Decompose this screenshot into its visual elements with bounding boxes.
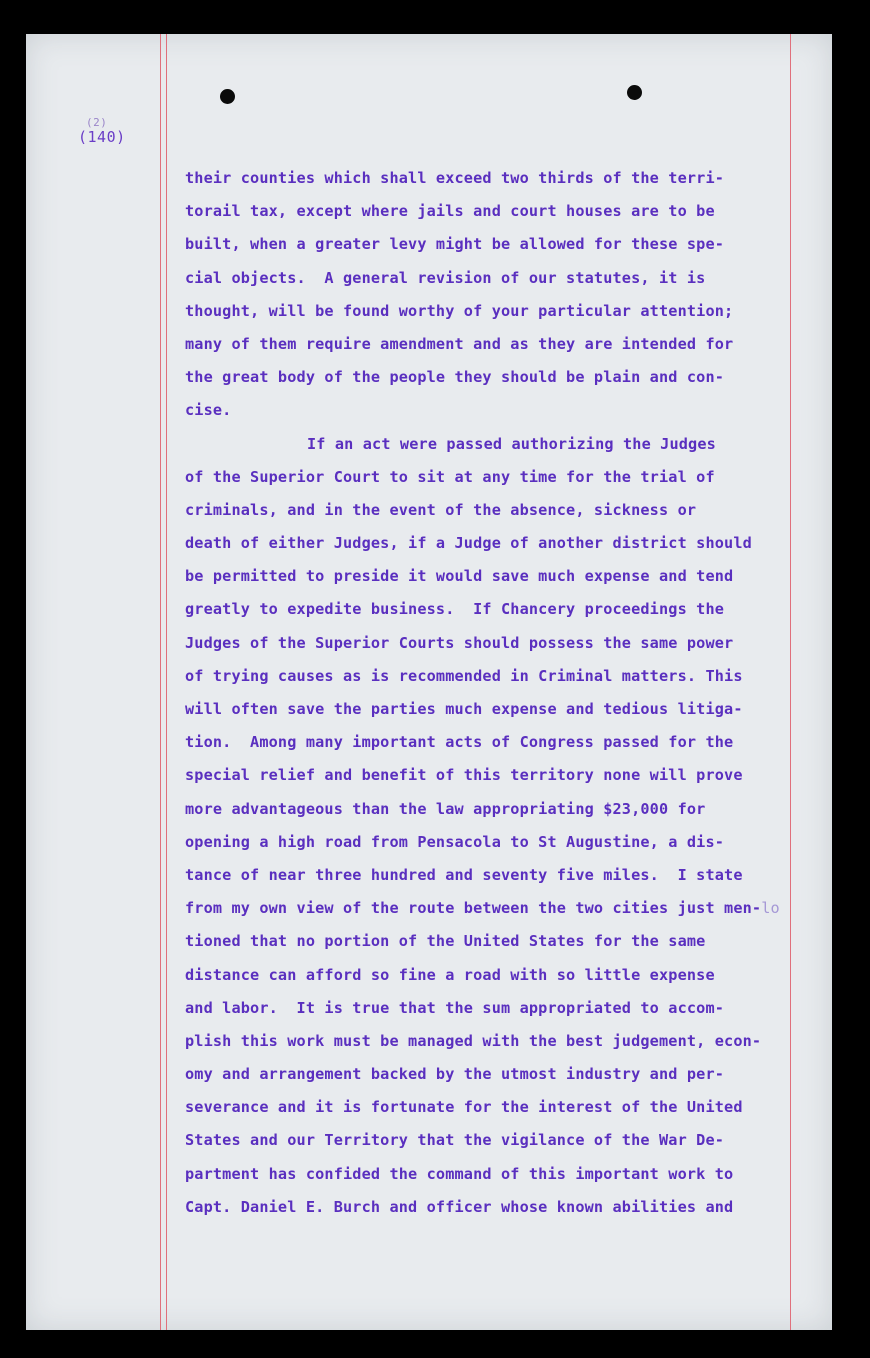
text-line: the great body of the people they should be plain and con-: [185, 368, 725, 387]
text-line: more advantageous than the law appropriating $23,000 for: [185, 799, 706, 818]
text-line: be permitted to preside it would save much expense and tend: [185, 567, 734, 586]
overtyped-fragment: lo: [761, 899, 780, 918]
paragraph-start-line: If an act were passed authorizing the Judges: [307, 434, 716, 453]
text-line: death of either Judges, if a Judge of another district should: [185, 534, 752, 553]
text-line: and labor. It is true that the sum appropriated to accom-: [185, 998, 725, 1017]
page-number: [78, 116, 126, 146]
text-line: many of them require amendment and as they are intended for: [185, 334, 734, 353]
page-number-text: (140): [78, 128, 126, 146]
text-line: partment has confided the command of this important work to: [185, 1164, 734, 1183]
text-line: Capt. Daniel E. Burch and officer whose known abilities and: [185, 1197, 734, 1216]
text-line: opening a high road from Pensacola to St Augustine, a dis-: [185, 832, 725, 851]
text-line: criminals, and in the event of the absence, sickness or: [185, 500, 697, 519]
text-line: their counties which shall exceed two thirds of the terri-: [185, 169, 725, 187]
left-margin-rule-inner: [166, 34, 167, 1330]
binder-hole-right: [627, 85, 642, 100]
text-line: special relief and benefit of this territory none will prove: [185, 766, 743, 785]
text-line: tance of near three hundred and seventy five miles. I state: [185, 865, 743, 884]
text-line: omy and arrangement backed by the utmost industry and per-: [185, 1065, 725, 1084]
text-line: will often save the parties much expense and tedious litiga-: [185, 700, 743, 718]
document-page: [26, 34, 832, 1330]
binder-hole-left: [220, 89, 235, 104]
text-line: of the Superior Court to sit at any time for the trial of: [185, 467, 715, 486]
text-line: severance and it is fortunate for the interest of the United: [185, 1098, 743, 1117]
text-line-content: from my own view of the route between the two cities just men-: [185, 899, 762, 918]
text-line: plish this work must be managed with the best judgement, econ-: [185, 1031, 762, 1050]
text-line: tioned that no portion of the United States for the same: [185, 932, 706, 951]
text-line: greatly to expedite business. If Chancery proceedings the: [185, 600, 725, 619]
overwritten-page-number: (2): [86, 116, 108, 129]
text-line: thought, will be found worthy of your particular attention;: [185, 301, 734, 320]
typed-text-body: [185, 162, 825, 1224]
left-margin-rule: [160, 34, 161, 1330]
text-line: of trying causes as is recommended in Criminal matters. This: [185, 666, 743, 685]
text-line: cise.: [185, 401, 232, 420]
text-line: [185, 892, 825, 925]
text-line: built, when a greater levy might be allowed for these spe-: [185, 235, 725, 254]
text-line: torail tax, except where jails and court houses are to be: [185, 202, 715, 221]
text-line: distance can afford so fine a road with so little expense: [185, 965, 715, 984]
text-line: Judges of the Superior Courts should possess the same power: [185, 633, 734, 652]
text-line: cial objects. A general revision of our statutes, it is: [185, 268, 706, 287]
text-line: States and our Territory that the vigilance of the War De-: [185, 1131, 725, 1150]
text-line: tion. Among many important acts of Congress passed for the: [185, 733, 734, 752]
